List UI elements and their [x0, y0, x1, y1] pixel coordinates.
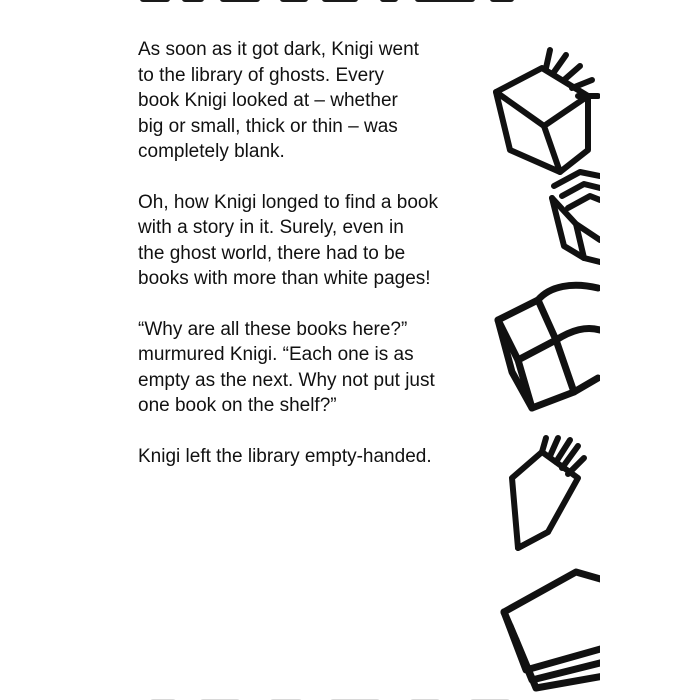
- text-line: the ghost world, there had to be: [138, 242, 406, 264]
- flying-books-illustration: [480, 0, 600, 700]
- story-text: [138, 37, 468, 494]
- book-page: [100, 0, 600, 700]
- text-line: with a story in it. Surely, even in: [138, 217, 404, 238]
- book-fanning-pages-icon: [512, 438, 584, 548]
- book-open-fanning-icon: [496, 50, 598, 172]
- text-line: to the library of ghosts. Every: [138, 64, 385, 86]
- text-line: empty as the next. Why not put just: [138, 369, 435, 391]
- text-line: big or small, thick or thin – was: [138, 115, 398, 137]
- paragraph-1: [138, 37, 468, 165]
- paragraph-2: [138, 190, 468, 292]
- text-line: books with more than white pages!: [138, 268, 431, 289]
- next-page-edge: [140, 695, 540, 700]
- book-open-large-icon: [498, 285, 600, 408]
- text-line: Knigi left the library empty-handed.: [138, 445, 432, 467]
- text-line: “Why are all these books here?”: [138, 318, 408, 340]
- book-closed-icon: [504, 572, 600, 688]
- text-line: book Knigi looked at – whether: [138, 90, 398, 111]
- text-line: murmured Knigi. “Each one is as: [138, 344, 414, 365]
- paragraph-4: [138, 444, 468, 470]
- text-line: As soon as it got dark, Knigi went: [138, 39, 419, 60]
- text-line: completely blank.: [138, 141, 285, 162]
- books-drawing: [480, 0, 600, 700]
- text-line: Oh, how Knigi longed to find a book: [138, 191, 438, 213]
- text-line: one book on the shelf?”: [138, 395, 337, 416]
- paragraph-3: [138, 317, 468, 419]
- book-spread-icon: [552, 172, 600, 262]
